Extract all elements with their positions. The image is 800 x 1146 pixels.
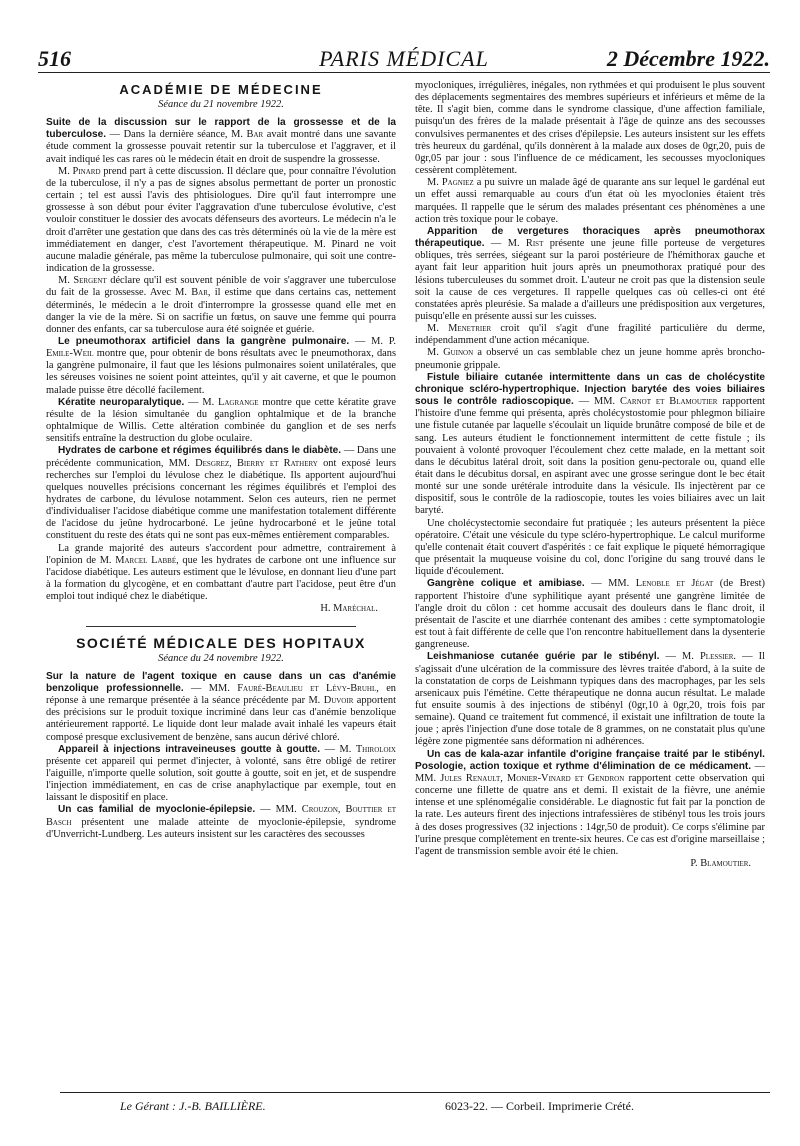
paragraph-text: présente une jeune fille porteuse de vergetures obliques, très serrées, siégeant sur la paroi postérieure de l'hémithorax gauche et ayant fait leur apparition huit jours après un pneumothorax pratiqué pour des lésions tuberculeuses du sommet droit. L'auteur ne croit pas que la distension seule soit la cause de ces vergetures. Il rappelle quelques cas où celles-ci ont été constatées après pleurésie. Sa malade a d'ailleurs une prédisposition aux vergetures, puisqu'elle en présente aussi sur les cuisses. <box>415 238 765 322</box>
author-name: Marcel Labbé <box>115 554 177 566</box>
author-name: Bar <box>246 129 264 141</box>
paragraph: myocloniques, irrégulières, inégales, non rythmées et qui produisent le plus souvent des déplacements segmentaires des membres supérieurs et inférieurs et même de la tête. Il s'agit bien, comme dans le syndrome classique, d'une affection familiale, puisqu'un des frères de la malade présentait à l'âge de quinze ans des secousses convulsives permanentes et des crises d'épilepsie. Les auteurs insistent sur les effets très heureux du gardénal, qu'ils donnèrent à la malade aux doses de 0gr,20, puis de 0gr,05 par jour : sous l'influence de ce médicament, les secousses myocloniques cessèrent complètement. <box>415 80 765 177</box>
gerant-line: Le Gérant : J.-B. BAILLIÈRE. <box>120 1099 266 1113</box>
paragraph-text: présente cet appareil qui permet d'injecter, à volonté, sans être obligé de retirer l'aiguille, n'importe quelle solution, soit goutte à goutte, soit en jet, et de suspendre l'injection immédiatement, en cas de crise anaphylactique par exemple, tout en laissant le dispositif en place. <box>46 755 396 804</box>
paragraph <box>415 177 765 226</box>
paragraph-text: ont exposé leurs recherches sur l'emploi du lévulose chez le diabétique. Ils apportent aujourd'hui quelques nouvelles précisions concernant les régimes équilibrés et l'emploi des hydrates de carbone, du lévulose notamment. Selon ces auteurs, rien ne permet d'individualiser l'acidose diabétique comme une manifestation totalement différente de l'acidose du jeûne hydrocarboné. Le jeûne hydrocarboné et le jeûne total constituent du reste des états qui ne sont pas eux-mêmes entièrement comparables. <box>46 457 396 542</box>
paragraph-text: avait montré dans une savante étude comment la grossesse pouvait retentir sur la tuberculose et l'aggraver, et il avait indiqué les cas rares où le médecin était en droit de suspendre la grossesse. <box>46 129 396 165</box>
paragraph-title: Suite de la discussion sur le rapport de la grossesse et de la tuberculose. <box>46 117 396 141</box>
paragraph-title: Fistule biliaire cutanée intermittente dans un cas de cholécystite chronique scléro-hypertrophique. Injection barytée des voies biliaires sous le contrôle radioscopique. <box>415 371 765 408</box>
page-footer <box>60 1092 770 1113</box>
page-header <box>38 42 770 73</box>
author-name: Plessier <box>700 651 734 663</box>
paragraph-text: (de Brest) rapportent l'histoire d'une syphilitique ayant présenté une gangrène limitée de l'angle droit du côlon : cet homme accusait des douleurs dans le flanc droit, il présentait de l'ascite et une diarrhée contenant des amibes : cette symptomatologie est tout à fait différente de celle que l'on rencontre habituellement dans la dysenterie gangreneuse. <box>415 578 765 651</box>
paragraph <box>46 397 396 446</box>
paragraph-text: croit qu'il s'agit d'une fragilité particulière du derme, indépendamment d'une action mécanique. <box>415 323 765 347</box>
left-column <box>46 80 396 1064</box>
paragraph-text: a observé un cas semblable chez un jeune homme après broncho-pneumonie grippale. <box>415 347 765 371</box>
paragraph <box>415 347 765 371</box>
section-title-societe: SOCIÉTÉ MÉDICALE DES HOPITAUX <box>76 634 366 651</box>
paragraph <box>46 117 396 166</box>
author-name: M. Menetrier <box>427 323 492 335</box>
paragraph-title: Kératite neuroparalytique. <box>58 396 185 408</box>
paragraph-text: , que les hydrates de carbone ont une influence sur l'acidose diabétique. Les auteurs estiment que le lévulose, en donnant lieu d'une part à la formation du glycogène, et en combattant d'autre part l'acidose, peut être d'un emploi tout indiqué chez le diabétique. <box>46 554 396 603</box>
paragraph-text: — MM. <box>415 760 765 784</box>
paragraph-text: — MM. <box>584 578 636 590</box>
paragraph-text: — M. P. <box>349 335 396 347</box>
paragraph-text: montre que, pour obtenir de bons résultats avec le pneumothorax, dans la gangrène pulmonaire, il faut que les lésions pulmonaires soient unilatérales, que les séreuses voisines ne soient point atteintes, qu'il y ait caverne, et que le poumon malade puisse être décollé facilement. <box>46 348 396 396</box>
paragraph <box>46 166 396 275</box>
author-name: Bar <box>191 287 208 299</box>
paragraph-title: Le pneumothorax artificiel dans la gangrène pulmonaire. <box>58 335 350 347</box>
paragraph: Une cholécystectomie secondaire fut pratiquée ; les auteurs présentent la pièce opératoire. C'était une vésicule du type scléro-hypertrophique. Le calcul muriforme qu'elle contenait était couvert d'aspérités : ce fait explique le piqueté hémorragique que présentait la muqueuse voisine du col, donc l'origine du sang trouvé dans le liquide d'écoulement. <box>415 517 765 578</box>
paragraph-text: prend part à cette discussion. Il déclare que, pour connaître l'évolution de la tuberculose, il n'y a pas de signes absolus permettant de porter un pronostic certain ; tel est aussi l'avis des phtisiologues. Dire qu'il faut interrompre une grossesse à son début pour éviter l'aggravation d'une tuberculose évolutive, c'est vouloir constituer le dossier des avocats défenseurs des avorteurs. Le médecin n'a le droit d'arrêter une gestation que dans des cas très déterminés où la vie de la mère est immédiatement en danger, c'est l'avortement thérapeutique. M. Pinard ne voit aucune maladie générale, pas même la tuberculose pulmonaire, qui soit une contre-indication de la grossesse. <box>46 165 396 275</box>
section-title-academie: ACADÉMIE DE MÉDECINE <box>119 82 323 97</box>
paragraph <box>46 445 396 542</box>
author-name: Thiroloix <box>355 743 396 755</box>
paragraph <box>46 744 396 805</box>
printer-line: 6023-22. — Corbeil. Imprimerie Crété. <box>445 1099 634 1113</box>
paragraph-text: déclare qu'il est souvent pénible de voir s'aggraver une tuberculose du fait de la grossesse. Avec M. <box>46 275 396 299</box>
paragraph-text: — M. <box>184 396 219 408</box>
paragraph <box>415 578 765 651</box>
paragraph-title: Un cas familial de myoclonie-épilepsie. <box>58 804 256 816</box>
paragraph-title: Sur la nature de l'agent toxique en cause dans un cas d'anémie benzolique professionnelle. <box>46 670 396 694</box>
paragraph-text: — MM. <box>255 804 302 816</box>
paragraph-text: , en réponse à une remarque présentée à la séance précédente par M. <box>46 682 396 707</box>
paragraph-text: , il estime que dans certains cas, nettement déterminés, le médecin a le droit d'interrompre la grossesse quand elle met en danger la vie de la mère. Si on sacrifie un fœtus, on sauve une femme qui pourra donner des enfants, car sa tuberculose aura été soignée et guérie. <box>46 287 396 335</box>
paragraph-text: — MM. <box>183 682 238 694</box>
paragraph-title: Appareil à injections intraveineuses goutte à goutte. <box>58 743 321 755</box>
author-name: M. Pagniez <box>427 177 474 189</box>
author-name: M. Guinon <box>427 347 474 359</box>
author-name: Carnot et Blamoutier <box>619 396 718 408</box>
paragraph-text: apportent des précisions sur le produit toxique incriminé dans leur cas d'anémie benzolique antérieurement rapporté. Le liquide dont leur malade avait inhalé les vapeurs était composé presque exclusivement de benzène, sans aucun dérivé chloré. <box>46 695 396 743</box>
paragraph <box>46 671 396 744</box>
author-name: Lenoble et Jégat <box>635 578 714 590</box>
paragraph <box>46 804 396 840</box>
section-subtitle-academie: Séance du 21 novembre 1922. <box>158 99 284 110</box>
author-name: Jules Renault, Monier-Vinard et Gendron <box>440 772 625 784</box>
paragraph-text: La grande majorité des auteurs s'accordent pour admettre, contrairement à l'opinion de M. <box>46 542 396 566</box>
paragraph-text: — Dans une précédente communication, MM. <box>46 445 396 469</box>
paragraph <box>46 336 396 397</box>
paragraph-text: — Dans la dernière séance, M. <box>106 129 247 141</box>
journal-title: PARIS MÉDICAL <box>319 46 489 71</box>
author-name: M. Pinard <box>58 165 101 177</box>
author-name: Desgrez, Bierry et Rathery <box>195 457 318 469</box>
author-name: Rist <box>525 238 544 250</box>
right-column <box>415 80 765 1064</box>
paragraph-title: Hydrates de carbone et régimes équilibrés dans le diabète. <box>58 445 342 457</box>
author-name: Crouzon, Bouttier et Basch <box>46 804 396 828</box>
paragraph-text: a pu suivre un malade âgé de quarante ans sur lequel le gardénal eut un effet aussi remarquable au cours d'un état où les myoclonies étaient très marquées. Il rappelle que le sérum des malades présentant ces phénomènes a une action très toxique pour le cobaye. <box>415 177 765 225</box>
author-name: M. Sergent <box>58 275 107 287</box>
paragraph-text: . — Il s'agissait d'une ulcération de la commissure des lèvres traitée d'abord, à la suite de la constatation de corps de Leishmann typiques dans des macrophages, par les sels arsenicaux puis l'émétine. Cette thérapeutique ne donna aucun résultat. Le malade fut ensuite soumis à des injections de stibényl (0gr,10 à 0gr,20, trois fois par semaine). Quand ce traitement fut commencé, il existait une infiltration de toute la joue ; après l'injection d'une dose totale de 8 grammes, on ne constatait plus qu'une légère zone pigmentée sans déformation ni adhérences. <box>415 651 765 748</box>
section-subtitle-societe: Séance du 24 novembre 1922. <box>158 652 284 664</box>
paragraph <box>415 323 765 347</box>
paragraph-title: Leishmaniose cutanée guérie par le stibényl. <box>427 651 660 663</box>
paragraph-title: Un cas de kala-azar infantile d'origine française traité par le stibényl. Posologie, action toxique et rythme d'élimination de ce médicament. <box>415 748 765 772</box>
paragraph <box>415 651 765 748</box>
paragraph-title: Gangrène colique et amibiase. <box>427 578 585 590</box>
author-name: Emile-Weil <box>46 348 94 360</box>
issue-date: 2 Décembre 1922. <box>606 46 770 71</box>
author-name: Lagrange <box>218 396 259 408</box>
paragraph <box>415 749 765 858</box>
author-name: Fauré-Beaulieu et Lévy-Bruhl <box>237 682 377 694</box>
paragraph <box>46 275 396 336</box>
section-divider <box>86 626 356 627</box>
paragraph-text: rapportent l'histoire d'une femme qui présenta, après cholécystostomie pour phlegmon biliaire une fistule cutanée par laquelle s'écoulait un liquide brunâtre composé de bile et de sang. Les auteurs étudient le fonctionnement intermittent de cette fistule ; ils pouvaient à volonté provoquer l'écoulement chez cette malade, en la mettant soit dans le décubitus latéral droit, soit dans la position genu-pectorale ou, quand elle était dans le décubitus dorsal, en aspirant avec une grosse seringue dont le bec était monté sur une sonde urétérale introduite dans la vésicule. Ils injectèrent par ce dispositif, sous le contrôle de la radioscopie, toutes les voies biliaires avec un lait baryté. <box>415 396 765 517</box>
paragraph-text: présentent une malade atteinte de myoclonie-épilepsie, syndrome d'Unverricht-Lundberg. Les auteurs insistent sur les caractères des secousses <box>46 816 396 840</box>
paragraph <box>415 226 765 323</box>
paragraph <box>46 543 396 604</box>
page-number: 516 <box>38 46 71 71</box>
paragraph-text: — MM. <box>573 396 620 408</box>
signature: H. Maréchal. <box>320 603 378 615</box>
signature: P. Blamoutier. <box>690 858 751 869</box>
paragraph-text: — M. <box>484 238 526 250</box>
paragraph <box>415 372 765 518</box>
paragraph-text: montre que cette kératite grave résulte de la lésion simultanée du ganglion ophtalmique et de la branche ophtalmique de Willis. Cette altération combinée du ganglion et de ses nerfs sensitifs entraîne la destruction du globe oculaire. <box>46 396 396 445</box>
paragraph-text: — M. <box>320 743 356 755</box>
author-name: Duvoir <box>323 695 354 707</box>
paragraph-title: Apparition de vergetures thoraciques après pneumothorax thérapeutique. <box>415 225 765 250</box>
paragraph-text: — M. <box>659 651 701 663</box>
paragraph-text: rapportent cette observation qui concerne une fillette de quatre ans et demi. Il existait de la fièvre, une anémie intense et une splénomégalie considérable. Le diagnostic fut fait par la ponction de la rate. Les auteurs firent des injections intrafessières de stibényl tous les trois jours à des doses progressives (32 injections : 14gr,50 de produit). Ce corps s'élimine par l'urine presque complètement en trente-six heures. Ce cas est d'origine marseillaise ; l'agent de transmission semble avoir été le chien. <box>415 772 765 857</box>
